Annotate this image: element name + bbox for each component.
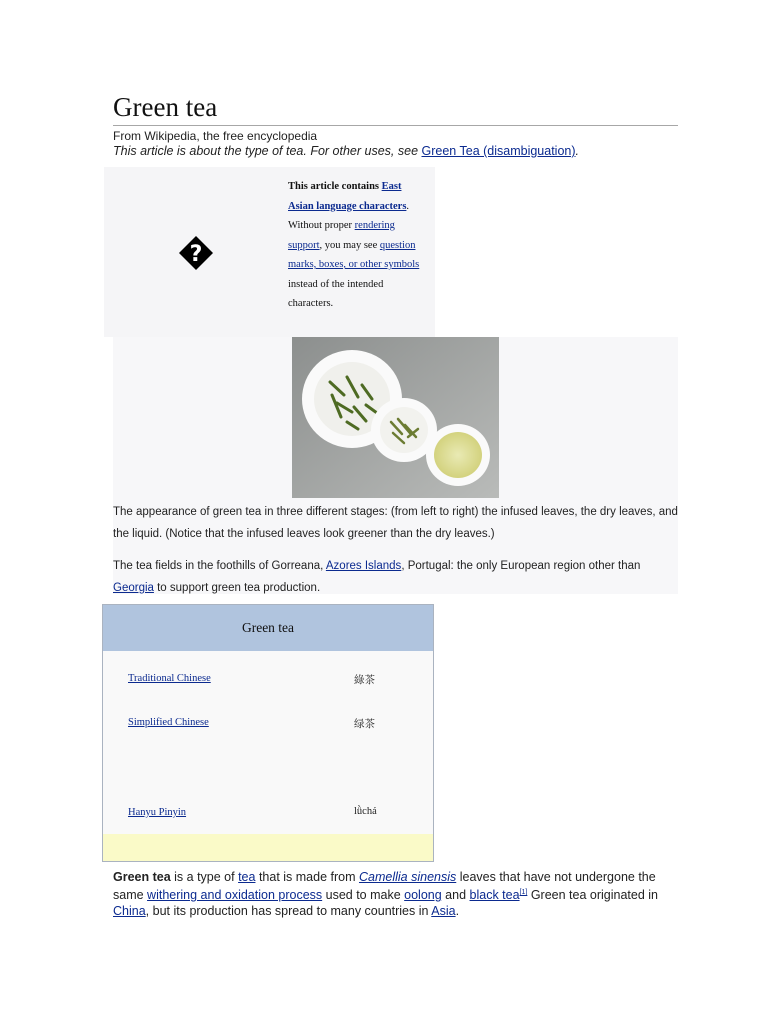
lead-fragment: .	[455, 904, 460, 919]
black-tea-link[interactable]: black tea	[469, 888, 520, 903]
lead-fragment: Green tea originated in	[527, 888, 658, 903]
hanyu-pinyin-link[interactable]: Hanyu Pinyin	[128, 807, 187, 818]
infobox-footer	[103, 834, 433, 861]
lead-fragment: and	[441, 888, 470, 903]
georgia-link[interactable]: Georgia	[113, 582, 154, 594]
tea-link[interactable]: tea	[238, 870, 256, 884]
site-subtitle: From Wikipedia, the free encyclopedia	[113, 129, 318, 143]
caption-fragment: , Portugal: the only European region other than	[401, 560, 641, 572]
image-caption-box	[113, 337, 678, 594]
lead-fragment: used to make	[322, 888, 405, 903]
china-link[interactable]: China	[113, 904, 146, 919]
disambiguation-link[interactable]: Green Tea (disambiguation)	[421, 144, 576, 158]
caption-fragment: to support green tea production.	[153, 582, 321, 594]
traditional-chinese-link[interactable]: Traditional Chinese	[128, 673, 211, 684]
chinese-name-infobox	[102, 604, 434, 862]
east-asian-characters-link[interactable]: East Asian language characters	[288, 181, 407, 212]
page-title: Green tea	[113, 92, 218, 122]
oolong-link[interactable]: oolong	[404, 888, 442, 903]
asia-link[interactable]: Asia	[431, 904, 456, 919]
question-marks-link[interactable]: question marks, boxes, or other symbols	[288, 239, 420, 270]
caption-fragment: The tea fields in the foothills of Gorreana,	[113, 560, 326, 572]
reference-1-link[interactable]: [1]	[519, 889, 528, 896]
withering-oxidation-link[interactable]: withering and oxidation process	[147, 888, 323, 903]
notice-fragment: instead of the intended characters.	[288, 278, 384, 309]
lead-fragment: , but its production has spread to many countries in	[145, 904, 432, 919]
notice-fragment: , you may see	[319, 239, 380, 251]
photo-caption: The appearance of green tea in three different stages: (from left to right) the infused leaves, the dry leaves, and the liquid. (Notice that the infused leaves look greener than the dry leaves.)	[113, 506, 678, 540]
lead-bold-term: Green tea	[113, 870, 171, 884]
hanyu-pinyin-value: lǜchá	[354, 806, 377, 817]
hatnote	[113, 144, 579, 158]
notice-fragment: . Without proper	[288, 200, 410, 231]
hatnote-text: This article is about the type of tea. For other uses, see	[113, 144, 422, 158]
hatnote-end: .	[575, 144, 580, 158]
svg-text:?: ?	[189, 242, 203, 267]
simplified-chinese-link[interactable]: Simplified Chinese	[128, 717, 209, 728]
simplified-chinese-value: 绿茶	[354, 718, 375, 730]
traditional-chinese-value: 綠茶	[354, 674, 375, 686]
notice-bold-lead: This article contains	[288, 181, 382, 192]
azores-islands-link[interactable]: Azores Islands	[325, 560, 402, 572]
lead-fragment: leaves that have not undergone the same	[113, 870, 656, 903]
green-tea-three-stages-photo[interactable]	[292, 337, 499, 498]
title-divider	[113, 125, 678, 126]
lead-fragment: that is made from	[255, 870, 359, 884]
tea-fields-caption	[113, 555, 678, 599]
camellia-sinensis-link[interactable]: Camellia sinensis	[358, 870, 457, 884]
lead-fragment: is a type of	[170, 870, 239, 884]
question-diamond-icon	[178, 235, 214, 271]
infobox-header: Green tea	[103, 605, 433, 651]
lead-paragraph	[113, 869, 678, 919]
language-notice-box	[104, 167, 435, 337]
rendering-support-link[interactable]: rendering support	[288, 220, 395, 251]
notice-text	[288, 177, 428, 314]
